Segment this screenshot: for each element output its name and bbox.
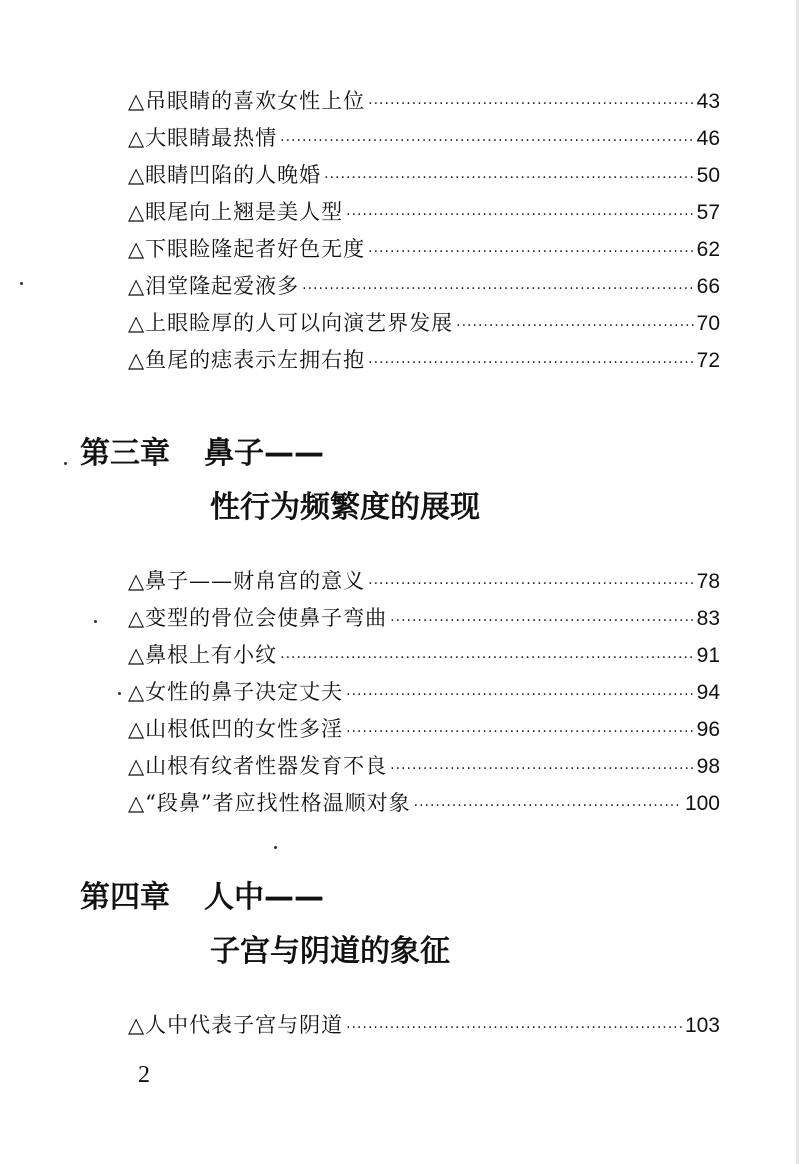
entry-page-number: 98 [696, 755, 720, 778]
dot-leader [456, 311, 693, 341]
entry-page-number: 62 [696, 238, 720, 261]
toc-entry [128, 308, 720, 338]
chapter-title: 人中—— [204, 880, 324, 915]
entry-page-number: 66 [696, 275, 720, 298]
entry-title: △下眼睑隆起者好色无度 [128, 237, 366, 261]
toc-entry [128, 677, 720, 707]
toc-entry [128, 345, 720, 375]
dot-leader [368, 237, 693, 267]
entry-title: △变型的骨位会使鼻子弯曲 [128, 606, 388, 630]
scan-speck [64, 462, 67, 465]
toc-entry [128, 640, 720, 670]
toc-entry [128, 86, 720, 116]
entry-page-number: 96 [696, 718, 720, 741]
entry-page-number: 103 [684, 1014, 720, 1037]
entry-page-number: 72 [696, 349, 720, 372]
chapter-subtitle: 子宫与阴道的象征 [210, 934, 450, 969]
toc-entry [128, 788, 720, 818]
dot-leader [324, 163, 693, 193]
entry-title: △人中代表子宫与阴道 [128, 1013, 344, 1037]
dot-leader [390, 606, 693, 636]
toc-entry [128, 751, 720, 781]
entry-page-number: 46 [696, 127, 720, 150]
chapter-heading [80, 434, 324, 474]
dot-leader [302, 274, 693, 304]
toc-entry [128, 566, 720, 596]
entry-title: △“段鼻”者应找性格温顺对象 [128, 791, 411, 815]
dot-leader [390, 754, 693, 784]
chapter-heading [80, 878, 324, 918]
entry-page-number: 43 [696, 90, 720, 113]
entry-title: △山根有纹者性器发育不良 [128, 754, 388, 778]
entry-page-number: 50 [696, 164, 720, 187]
toc-entry [128, 123, 720, 153]
toc-entry [128, 197, 720, 227]
entry-title: △女性的鼻子决定丈夫 [128, 680, 344, 704]
entry-title: △大眼睛最热情 [128, 126, 278, 150]
entry-page-number: 70 [696, 312, 720, 335]
entry-page-number: 57 [696, 201, 720, 224]
dot-leader [346, 1013, 682, 1043]
dot-leader [280, 643, 693, 673]
entry-title: △山根低凹的女性多淫 [128, 717, 344, 741]
dot-leader [280, 126, 693, 156]
entry-page-number: 94 [696, 681, 720, 704]
dot-leader [368, 569, 693, 599]
toc-entry [128, 1010, 720, 1040]
entry-page-number: 91 [696, 644, 720, 667]
entry-page-number: 83 [696, 607, 720, 630]
toc-entry [128, 714, 720, 744]
entry-title: △鼻根上有小纹 [128, 643, 278, 667]
entry-page-number: 78 [696, 570, 720, 593]
entry-page-number: 100 [684, 792, 720, 815]
dot-leader [414, 791, 682, 821]
dot-leader [368, 89, 693, 119]
toc-entry [128, 234, 720, 264]
entry-title: △上眼睑厚的人可以向演艺界发展 [128, 311, 454, 335]
scan-speck [94, 620, 97, 623]
entry-title: △眼尾向上翘是美人型 [128, 200, 344, 224]
entry-title: △鼻子——财帛宫的意义 [128, 569, 366, 593]
scan-speck [118, 692, 121, 695]
entry-title: △吊眼睛的喜欢女性上位 [128, 89, 366, 113]
chapter-label: 第三章 [80, 436, 170, 471]
toc-entry [128, 603, 720, 633]
scan-speck [274, 846, 277, 849]
scan-speck [20, 282, 23, 285]
entry-title: △鱼尾的痣表示左拥右抱 [128, 348, 366, 372]
chapter-label: 第四章 [80, 880, 170, 915]
entry-title: △眼睛凹陷的人晚婚 [128, 163, 322, 187]
chapter-subtitle: 性行为频繁度的展现 [210, 490, 480, 525]
chapter-title: 鼻子—— [204, 436, 324, 471]
dot-leader [346, 680, 693, 710]
toc-entry [128, 160, 720, 190]
entry-title: △泪堂隆起爱液多 [128, 274, 300, 298]
dot-leader [346, 717, 693, 747]
page-number: 2 [138, 1062, 150, 1088]
dot-leader [346, 200, 693, 230]
toc-entry [128, 271, 720, 301]
dot-leader [368, 348, 693, 378]
